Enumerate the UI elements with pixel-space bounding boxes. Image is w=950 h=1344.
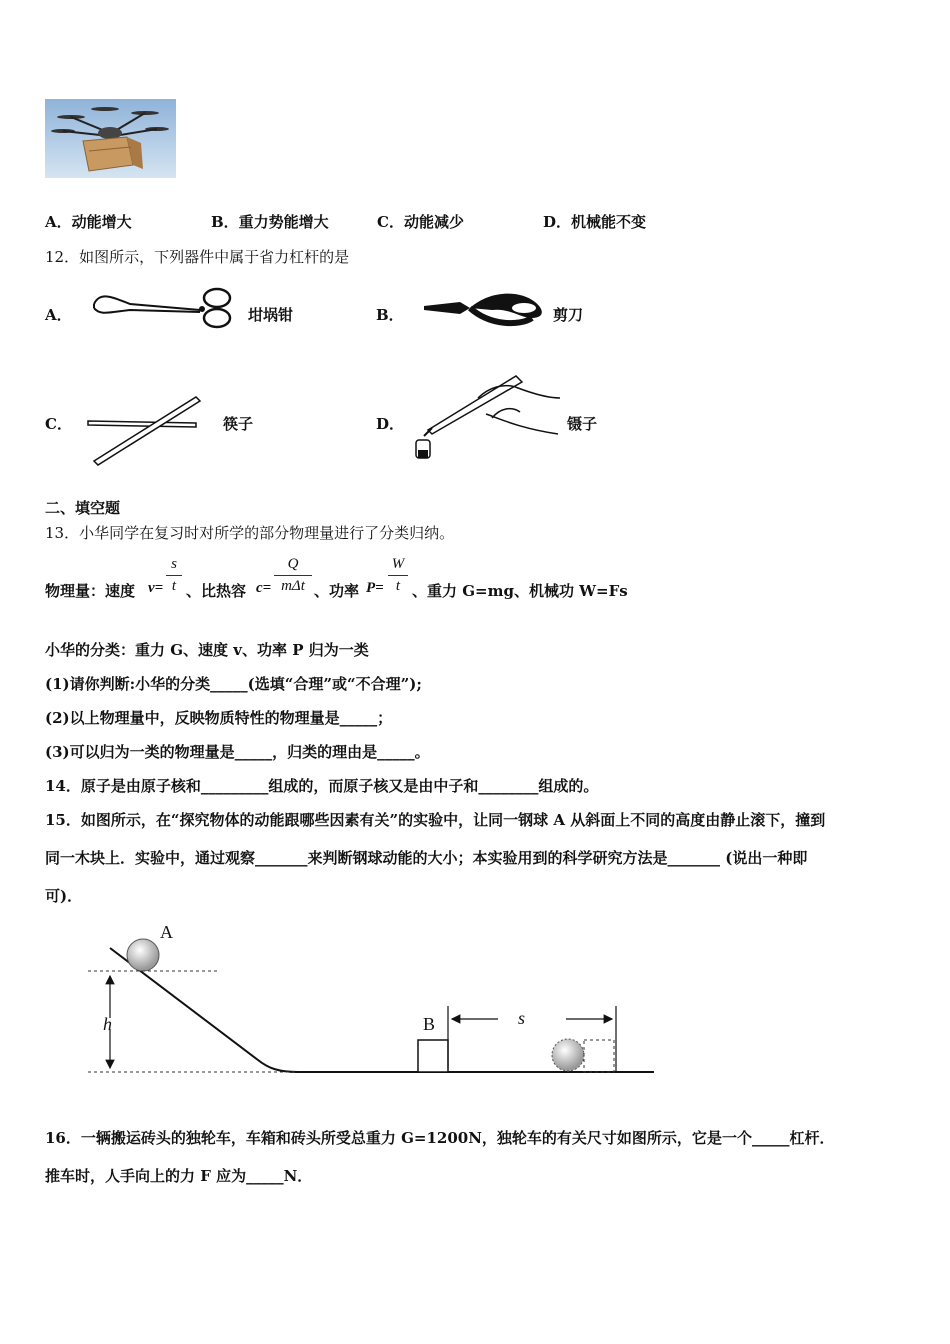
q13-tail: 、重力 G=mg、机械功 W=Fs (412, 582, 628, 600)
q13-formula-prefix: 物理量：速度 (45, 582, 136, 600)
c-denominator: mΔt (281, 578, 305, 594)
section-title: 二、填空题 (45, 499, 121, 517)
crucible-tongs-image (90, 282, 240, 332)
power-fraction (388, 556, 408, 595)
q12-d-label: 镊子 (567, 415, 598, 433)
q13-classify: 小华的分类：重力 G、速度 v、功率 P 归为一类 (45, 641, 369, 659)
chopsticks-image (86, 393, 206, 467)
q13-v-lhs: v= (148, 580, 164, 596)
q13-p-lhs: P= (366, 580, 384, 596)
option-d: D．机械能不变 (543, 213, 647, 231)
v-denominator: t (171, 578, 177, 594)
label-s: s (518, 1008, 526, 1028)
option-b: B．重力势能增大 (211, 213, 329, 231)
label-h: h (103, 1014, 112, 1034)
fraction-bar (166, 575, 182, 576)
p-numerator: W (391, 556, 405, 572)
scissors-image (420, 288, 548, 330)
tweezers-image (408, 368, 563, 466)
fraction-bar (274, 575, 312, 576)
fraction-bar (388, 575, 408, 576)
q13-sub3: (3)可以归为一类的物理量是_____，归类的理由是_____。 (45, 743, 430, 761)
q12-b-letter: B． (376, 306, 404, 324)
q15-line2: 同一木块上．实验中，通过观察_______来判断钢球动能的大小；本实验用到的科学研究方法是_______ (说出一种即 (45, 849, 808, 867)
p-denominator: t (395, 578, 401, 594)
q13-sub1: (1)请你判断:小华的分类_____(选填“合理”或“不合理”); (45, 675, 422, 693)
q12-stem: 12．如图所示，下列器件中属于省力杠杆的是 (45, 248, 350, 266)
drone-image (45, 99, 176, 178)
velocity-fraction (166, 556, 182, 595)
c-numerator: Q (287, 556, 299, 572)
q16-line2: 推车时，人手向上的力 F 应为_____N． (45, 1167, 313, 1185)
q15-line1: 15．如图所示，在“探究物体的动能跟哪些因素有关”的实验中，让同一钢球 A 从斜面上不同的高度由静止滚下，撞到 (45, 811, 826, 829)
q13-c-lhs: c= (256, 580, 272, 596)
q13-stem: 13．小华同学在复习时对所学的部分物理量进行了分类归纳。 (45, 524, 455, 542)
v-numerator: s (171, 556, 177, 572)
incline-experiment-figure (88, 918, 663, 1080)
label-b: B (423, 1014, 436, 1034)
q12-a-letter: A． (45, 306, 72, 324)
q16-line1: 16．一辆搬运砖头的独轮车，车箱和砖头所受总重力 G=1200N，独轮车的有关尺寸如图所示，它是一个_____杠杆． (45, 1129, 835, 1147)
option-a: A．动能增大 (45, 213, 132, 231)
q13-sub2: (2)以上物理量中，反映物质特性的物理量是_____； (45, 709, 393, 727)
q13-sep1: 、比热容 (186, 582, 247, 600)
q12-a-label: 坩埚钳 (248, 306, 294, 324)
q12-c-letter: C． (45, 415, 72, 433)
q13-sep2: 、功率 (314, 582, 360, 600)
q12-c-label: 筷子 (223, 415, 254, 433)
q12-d-letter: D． (376, 415, 405, 433)
label-a: A (160, 922, 173, 942)
option-c: C．动能减少 (377, 213, 464, 231)
q14-stem: 14．原子是由原子核和_________组成的，而原子核又是由中子和________组成的。 (45, 777, 599, 795)
q12-b-label: 剪刀 (553, 306, 584, 324)
q15-line3: 可)． (45, 887, 83, 905)
specific-heat-fraction (274, 556, 312, 595)
